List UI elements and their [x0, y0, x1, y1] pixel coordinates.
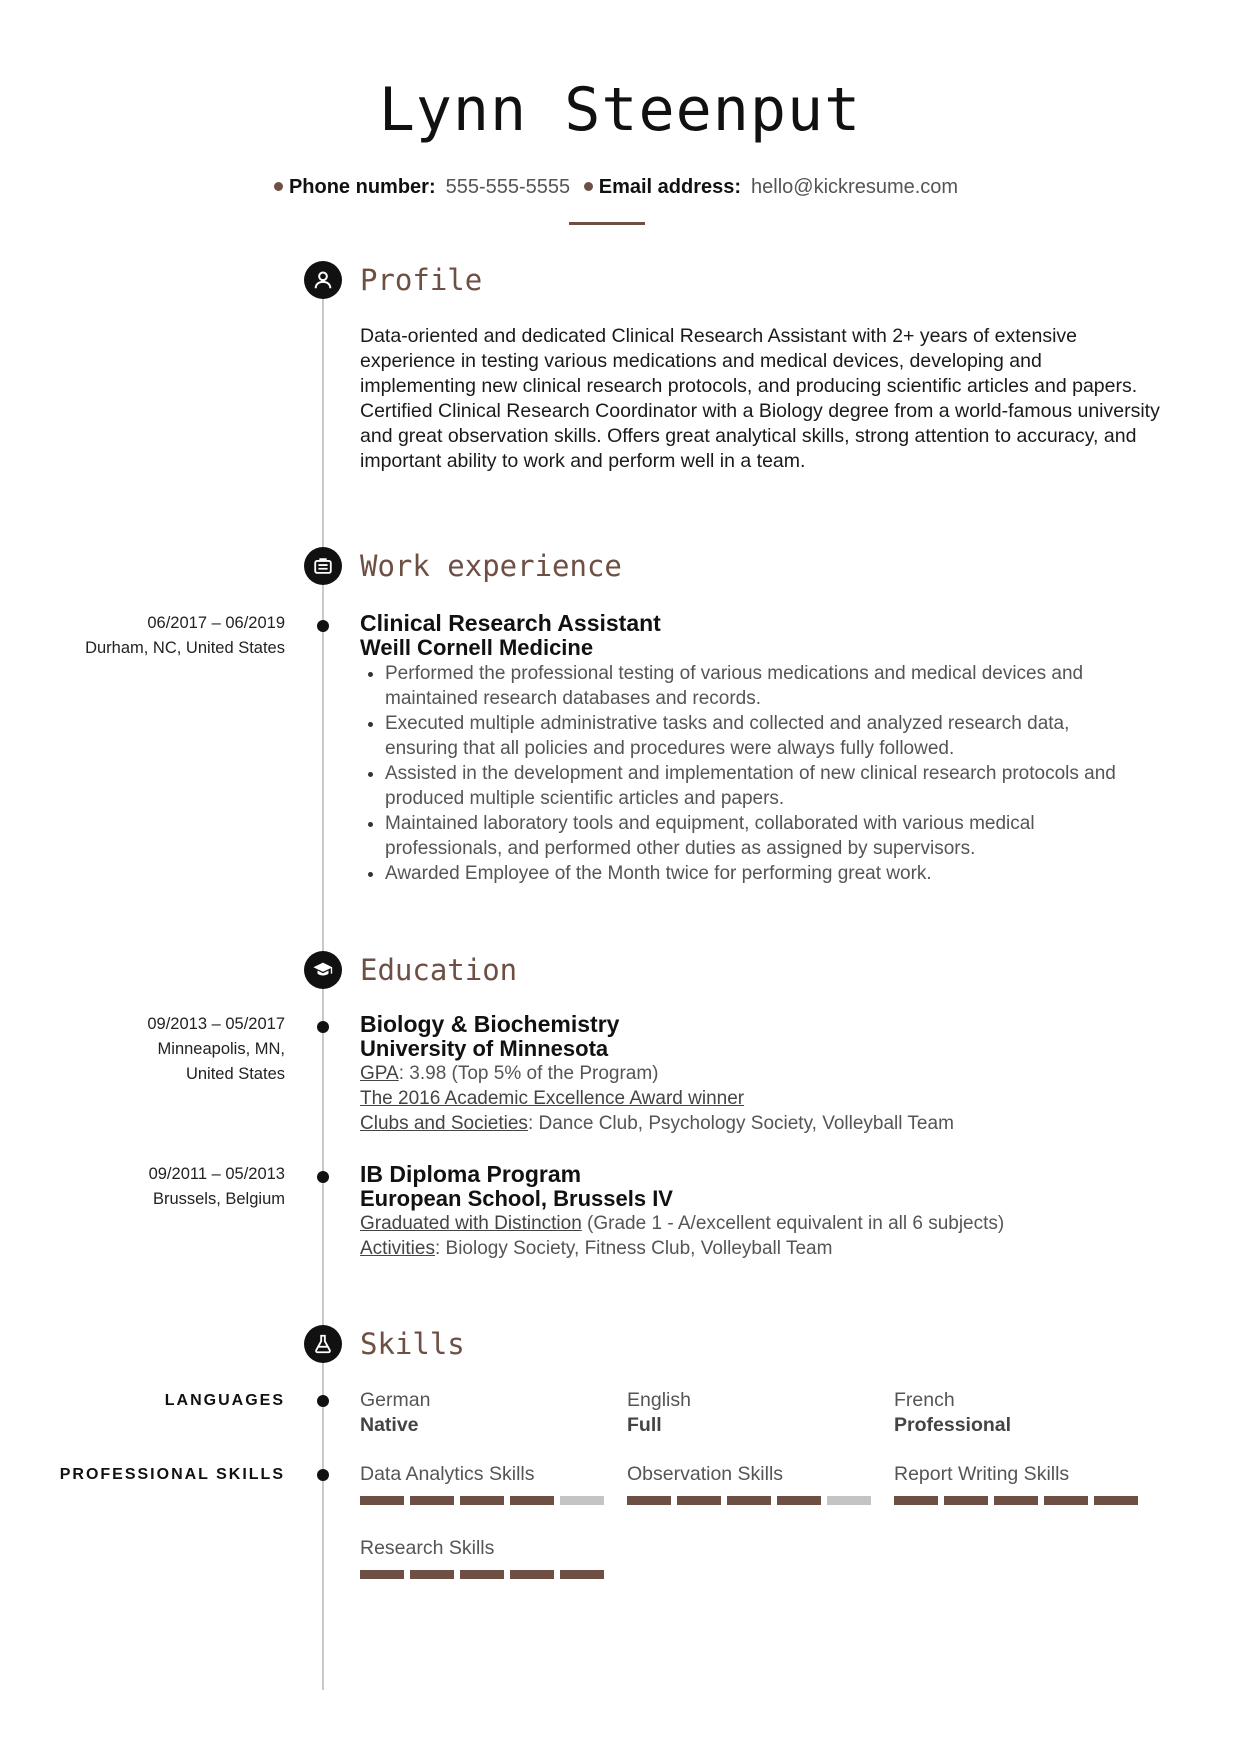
timeline-dot: [317, 1171, 329, 1183]
header-divider: [569, 222, 645, 225]
degree-title: Biology & Biochemistry: [360, 1011, 620, 1037]
user-icon: [304, 261, 342, 299]
language-item: [627, 1388, 872, 1438]
email-value[interactable]: hello@kickresume.com: [751, 176, 959, 198]
contact-line: [0, 174, 1240, 200]
skill-item: [627, 1462, 872, 1505]
skill-rating-bar: [360, 1570, 605, 1579]
skill-rating-bar: [894, 1496, 1139, 1505]
language-name: English: [627, 1389, 691, 1411]
activities-line: [360, 1236, 1160, 1261]
language-item: [360, 1388, 605, 1438]
clubs-value: : Dance Club, Psychology Society, Volleyball Team: [527, 1113, 954, 1134]
skill-name: Observation Skills: [627, 1463, 784, 1485]
section-title-education: Education: [360, 953, 518, 987]
language-name: French: [894, 1389, 955, 1411]
school-name: European School, Brussels IV: [360, 1186, 673, 1211]
job-dates: 06/2017 – 06/2019: [147, 614, 285, 632]
skill-rating-segment: [827, 1496, 871, 1505]
education-location: Minneapolis, MN,: [157, 1040, 285, 1058]
job-title: Clinical Research Assistant: [360, 610, 661, 636]
phone-value[interactable]: 555-555-5555: [445, 176, 571, 198]
skill-rating-segment: [360, 1496, 404, 1505]
skill-name: Research Skills: [360, 1537, 495, 1559]
gpa-line: [360, 1061, 1160, 1086]
skill-rating-segment: [560, 1570, 604, 1579]
school-name: University of Minnesota: [360, 1036, 609, 1061]
clubs-line: [360, 1111, 1160, 1136]
profile-summary: Data-oriented and dedicated Clinical Research Assistant with 2+ years of extensive experience in testing various medications and medical devices, developing and implementing new clinical research protocols, and producing scientific articles and papers. Certified Clinical Research Coordinator with a Biology degree from a world-famous university and great observation skills. Offers great analytical skills, strong attention to accuracy, and important ability to work and perform well in a team.: [360, 325, 1160, 472]
language-item: [894, 1388, 1139, 1438]
skill-rating-segment: [510, 1570, 554, 1579]
skill-item: [360, 1462, 605, 1505]
list-item: • Maintained laboratory tools and equipment, collaborated with various medical professionals, and performed other duties as assigned by supervisors.: [385, 811, 1145, 861]
briefcase-icon: [304, 547, 342, 585]
language-level: Native: [360, 1414, 419, 1436]
skill-rating-segment: [410, 1570, 454, 1579]
gpa-label: GPA: [360, 1063, 399, 1084]
education-meta: [149, 1162, 285, 1212]
skill-rating-segment: [944, 1496, 988, 1505]
degree-title: IB Diploma Program: [360, 1161, 582, 1187]
skill-rating-segment: [410, 1496, 454, 1505]
list-item: • Performed the professional testing of various medications and medical devices and maintained research databases and records.: [385, 661, 1145, 711]
skill-name: Data Analytics Skills: [360, 1463, 535, 1485]
skill-rating-segment: [894, 1496, 938, 1505]
award-line: [360, 1086, 1160, 1111]
language-name: German: [360, 1389, 431, 1411]
section-title-skills: Skills: [360, 1327, 465, 1361]
skill-rating-segment: [460, 1570, 504, 1579]
distinction-value: (Grade 1 - A/excellent equivalent in all 6 subjects): [581, 1213, 1005, 1234]
skill-rating-segment: [994, 1496, 1038, 1505]
language-level: Full: [627, 1414, 662, 1436]
skill-item: [360, 1536, 605, 1579]
job-organization: Weill Cornell Medicine: [360, 635, 594, 660]
award-text: The 2016 Academic Excellence Award winner: [360, 1088, 745, 1109]
clubs-label: Clubs and Societies: [360, 1113, 528, 1134]
bullet-dot: [584, 182, 593, 191]
list-item: • Executed multiple administrative tasks and collected and analyzed research data, ensuring that all policies and procedures were always fully followed.: [385, 711, 1145, 761]
skill-rating-bar: [627, 1496, 872, 1505]
job-bullets: [360, 661, 1145, 886]
skill-rating-segment: [727, 1496, 771, 1505]
education-meta: [147, 1012, 285, 1087]
education-location: Brussels, Belgium: [152, 1190, 285, 1208]
education-dates: 09/2013 – 05/2017: [147, 1015, 285, 1033]
activities-label: Activities: [360, 1238, 435, 1259]
languages-heading: LANGUAGES: [164, 1392, 285, 1409]
timeline-dot: [317, 1021, 329, 1033]
candidate-name: Lynn Steenput: [378, 75, 862, 145]
language-level: Professional: [894, 1414, 1012, 1436]
skill-rating-segment: [1044, 1496, 1088, 1505]
skill-rating-segment: [560, 1496, 604, 1505]
list-item: • Assisted in the development and implementation of new clinical research protocols and produced multiple scientific articles and papers.: [385, 761, 1145, 811]
distinction-label: Graduated with Distinction: [360, 1213, 582, 1234]
skill-name: Report Writing Skills: [894, 1463, 1070, 1485]
job-entry: [360, 611, 1160, 886]
email-label: Email address:: [598, 176, 742, 198]
list-item: • Awarded Employee of the Month twice for performing great work.: [385, 861, 1145, 886]
activities-value: : Biology Society, Fitness Club, Volleyball Team: [434, 1238, 833, 1259]
education-location: United States: [185, 1065, 285, 1083]
skill-rating-bar: [360, 1496, 605, 1505]
skill-rating-segment: [677, 1496, 721, 1505]
timeline-dot: [317, 1469, 329, 1481]
skill-rating-segment: [1094, 1496, 1138, 1505]
gpa-value: : 3.98 (Top 5% of the Program): [398, 1063, 659, 1084]
flask-icon: [304, 1325, 342, 1363]
bullet-dot: [274, 182, 283, 191]
skill-rating-segment: [627, 1496, 671, 1505]
education-dates: 09/2011 – 05/2013: [148, 1165, 285, 1183]
job-location: Durham, NC, United States: [85, 639, 285, 657]
timeline-dot: [317, 1395, 329, 1407]
education-entry: [360, 1162, 1160, 1261]
section-title-work: Work experience: [360, 549, 622, 583]
section-title-profile: Profile: [360, 263, 483, 297]
timeline-dot: [317, 620, 329, 632]
education-entry: [360, 1012, 1160, 1136]
skill-item: [894, 1462, 1139, 1505]
skill-rating-segment: [460, 1496, 504, 1505]
phone-label: Phone number:: [288, 176, 436, 198]
graduation-cap-icon: [304, 951, 342, 989]
skill-rating-segment: [510, 1496, 554, 1505]
job-meta: [85, 611, 285, 661]
distinction-line: [360, 1211, 1160, 1236]
skill-rating-segment: [777, 1496, 821, 1505]
professional-skills-heading: PROFESSIONAL SKILLS: [59, 1466, 285, 1483]
skill-rating-segment: [360, 1570, 404, 1579]
